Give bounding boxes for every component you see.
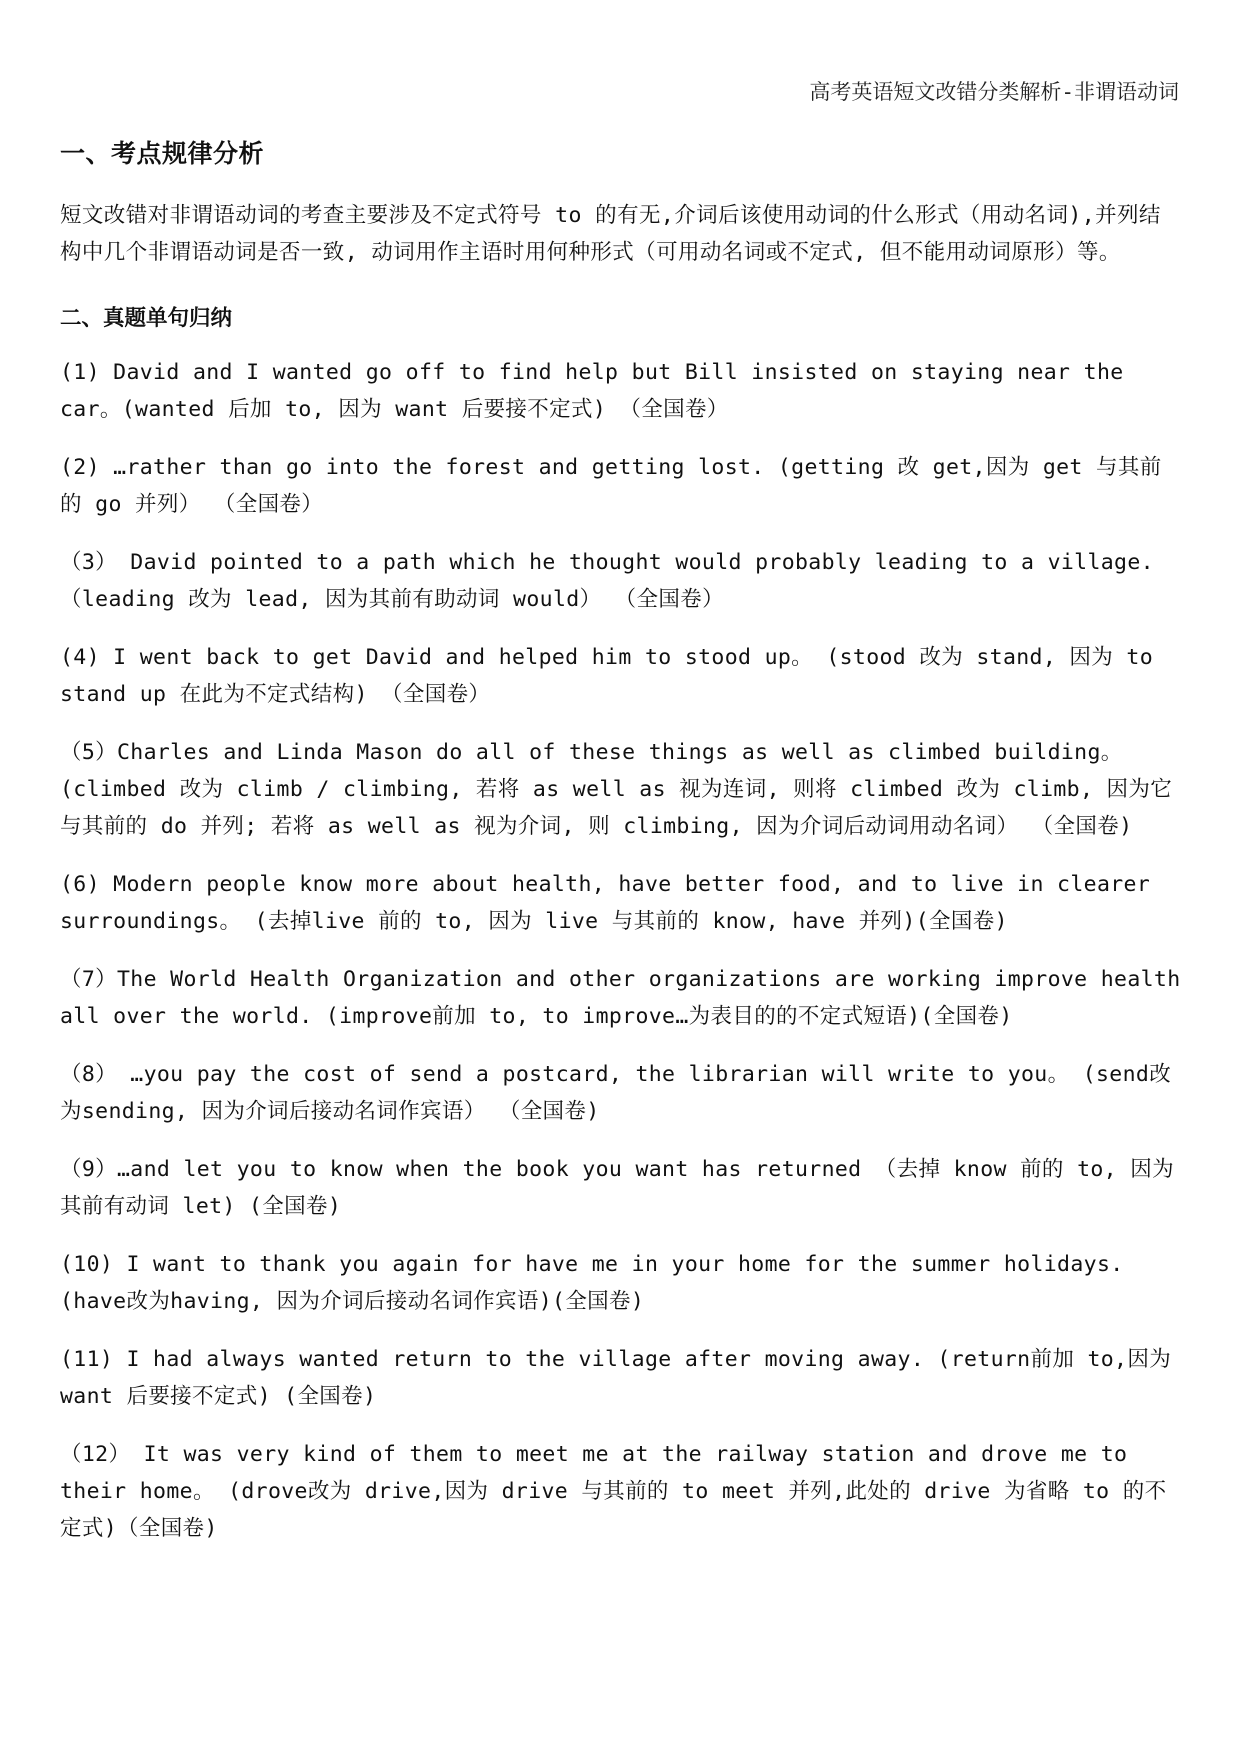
example-list <box>60 354 1182 1547</box>
example-item: (1) David and I wanted go off to find help but Bill insisted on staying near the car。(wanted 后加 to, 因为 want 后要接不定式) （全国卷） <box>60 360 1124 422</box>
example-item: (2) …rather than go into the forest and getting lost. (getting 改 get,因为 get 与其前的 go 并列） （全国卷） <box>60 455 1162 517</box>
section-heading-analysis: 一、考点规律分析 <box>60 139 265 168</box>
example-item: (4) I went back to get David and helped him to stood up。 (stood 改为 stand, 因为 to stand up 在此为不定式结构) （全国卷） <box>60 645 1154 707</box>
section-heading-examples: 二、真题单句归纳 <box>60 306 233 331</box>
example-item: (11) I had always wanted return to the village after moving away. (return前加 to,因为 want 后要接不定式) (全国卷) <box>60 1347 1172 1409</box>
example-item: (10) I want to thank you again for have me in your home for the summer holidays. (have改为having, 因为介词后接动名词作宾语)(全国卷) <box>60 1252 1124 1314</box>
example-item: （3） David pointed to a path which he thought would probably leading to a village.（leading 改为 lead, 因为其前有助动词 would） （全国卷） <box>60 550 1154 612</box>
analysis-paragraph: 短文改错对非谓语动词的考查主要涉及不定式符号 to 的有无,介词后该使用动词的什么形式（用动名词),并列结构中几个非谓语动词是否一致, 动词用作主语时用何种形式（可用动名词或不定式, 但不能用动词原形）等。 <box>60 203 1161 265</box>
example-item: （9）…and let you to know when the book you want has returned （去掉 know 前的 to, 因为其前有动词 let) (全国卷) <box>60 1157 1174 1219</box>
example-item: (6) Modern people know more about health, have better food, and to live in clearer surroundings。 (去掉live 前的 to, 因为 live 与其前的 know, have 并列)(全国卷) <box>60 872 1151 934</box>
example-item: （5）Charles and Linda Mason do all of these things as well as climbed building。(climbed 改为 climb / climbing, 若将 as well as 视为连词, 则将 climbed 改为 climb, 因为它与其前的 do 并列; 若将 as well as 视为介词, 则 climbing, 因为介词后动词用动名词） （全国卷) <box>60 740 1173 839</box>
example-item: （7）The World Health Organization and other organizations are working improve health all over the world. (improve前加 to, to improve…为表目的的不定式短语)(全国卷) <box>60 967 1181 1029</box>
page-header: 高考英语短文改错分类解析-非谓语动词 <box>809 80 1179 104</box>
document-body <box>60 134 1182 1568</box>
example-item: （8） …you pay the cost of send a postcard, the librarian will write to you。 (send改为sending, 因为介词后接动名词作宾语） （全国卷) <box>60 1062 1172 1124</box>
example-item: （12） It was very kind of them to meet me at the railway station and drove me to their home。 (drove改为 drive,因为 drive 与其前的 to meet 并列,此处的 drive 为省略 to 的不定式)（全国卷) <box>60 1442 1167 1541</box>
